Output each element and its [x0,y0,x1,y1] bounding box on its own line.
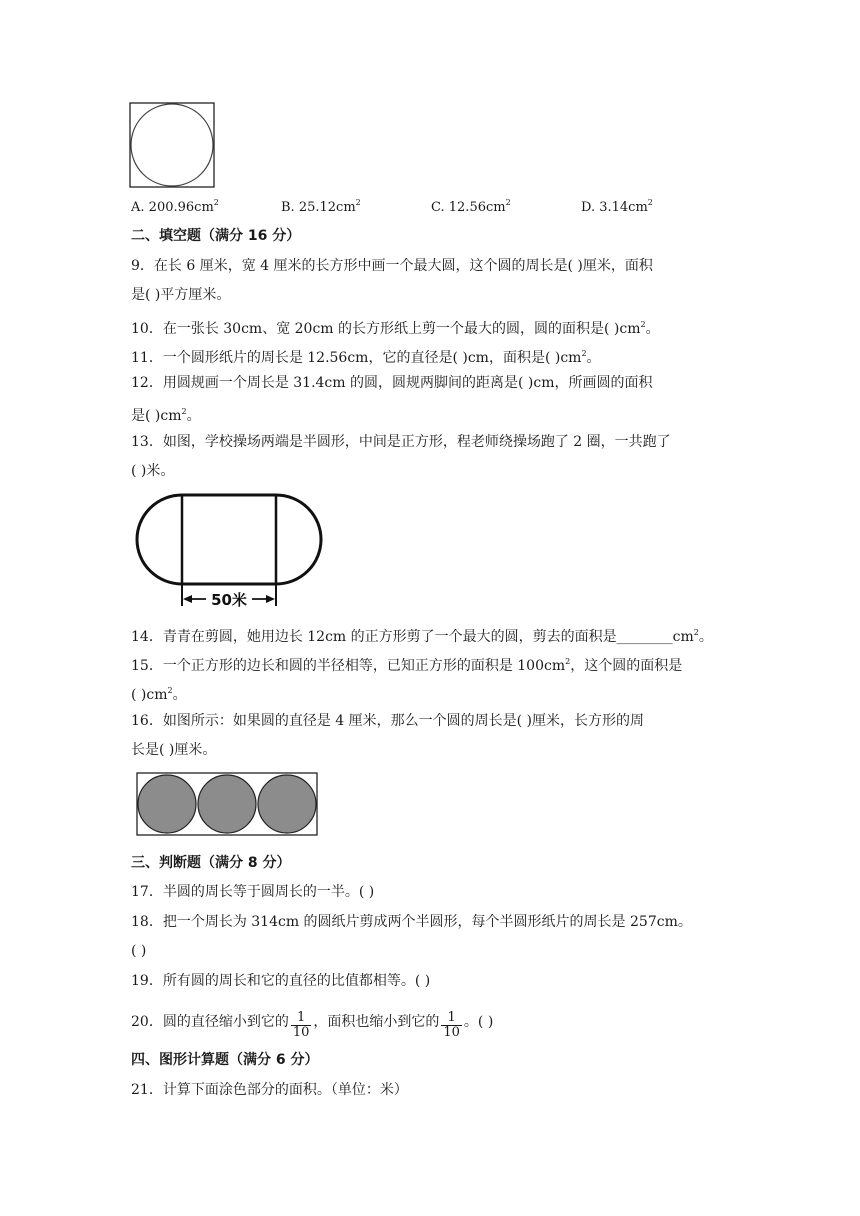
q15-line2: ( )$cm^2$。 [131,686,187,703]
option-c: C. $12.56cm^2$ [431,198,511,215]
q15-line1: 15．一个正方形的边长和圆的半径相等，已知正方形的面积是 $100cm^2$，这个圆的面积是 [131,657,683,674]
q13-line2: ( )米。 [131,463,175,479]
q12-line2: 是( )$cm^2$。 [131,407,201,424]
q18-line1: 18．把一个周长为 314cm 的圆纸片剪成两个半圆形，每个半圆形纸片的周长是 257cm。 [131,914,692,930]
q14: 14．青青在剪圆，她用边长 12cm 的正方形剪了一个最大的圆，剪去的面积是$\_\_\_\_\_\_\_\_cm^2$。 [131,628,713,645]
q12-line1: 12．用圆规画一个周长是 31.4cm 的圆，圆规两脚间的距离是( )cm，所画圆的面积 [131,375,653,391]
q19: 19．所有圆的周长和它的直径的比值都相等。( ) [131,973,431,989]
fraction-one-tenth: $\frac{1}{10}$ [292,1010,310,1040]
section-2-title: 二、填空题（满分 16 分） [131,228,301,244]
q9-line2: 是( )平方厘米。 [131,287,231,303]
inscribed-circle [131,104,213,186]
section-3-title: 三、判断题（满分 8 分） [131,855,291,871]
q14-text: 14．青青在剪圆，她用边长 12cm 的正方形剪了一个最大的圆，剪去的面积是________cm [131,629,694,645]
q16-line2: 长是( )厘米。 [131,742,217,758]
circle-3 [258,775,316,833]
circle-1 [138,775,196,833]
section-4-title: 四、图形计算题（满分 6 分） [131,1052,319,1068]
q10-text: 10．在一张长 30cm、宽 20cm 的长方形纸上剪一个最大的圆，圆的面积是( )cm [131,321,641,337]
track-outline [137,495,321,584]
q18-line2: ( ) [131,943,147,959]
q13-line1: 13．如图，学校操场两端是半圆形，中间是正方形，程老师绕操场跑了 2 圈，一共跑了 [131,434,671,450]
q17: 17．半圆的周长等于圆周长的一半。( ) [131,884,375,900]
q16-line1: 16．如图所示：如果圆的直径是 4 厘米，那么一个圆的周长是( )厘米，长方形的周 [131,713,644,729]
option-a: A. $200.96cm^2$ [131,198,219,215]
square-circle-figure [129,102,215,188]
dimension-label: 50米 [211,591,247,609]
track-figure [130,492,330,610]
q20: 20．圆的直径缩小到它的 $\frac{1}{10}$ ，面积也缩小到它的 $\frac{1}{10}$ 。( ) [131,1010,494,1040]
q21: 21．计算下面涂色部分的面积。（单位：米） [131,1082,408,1098]
option-b: B. $25.12cm^2$ [281,198,361,215]
fraction-one-tenth-2: $\frac{1}{10}$ [443,1010,460,1040]
circle-2 [198,775,256,833]
three-circles-figure [136,772,320,838]
q11: 11．一个圆形纸片的周长是 12.56cm，它的直径是( )cm，面积是( )$cm^2$。 [131,349,601,366]
q9-line1: 9．在长 6 厘米，宽 4 厘米的长方形中画一个最大圆，这个圆的周长是( )厘米，面积 [131,258,653,274]
option-d: D. $3.14cm^2$ [581,198,653,215]
arrow-right [266,595,275,603]
q11-text: 11．一个圆形纸片的周长是 12.56cm，它的直径是( )cm，面积是( )cm [131,350,582,366]
arrow-left [183,595,192,603]
q10: 10．在一张长 30cm、宽 20cm 的长方形纸上剪一个最大的圆，圆的面积是( )$cm^2$。 [131,320,660,337]
